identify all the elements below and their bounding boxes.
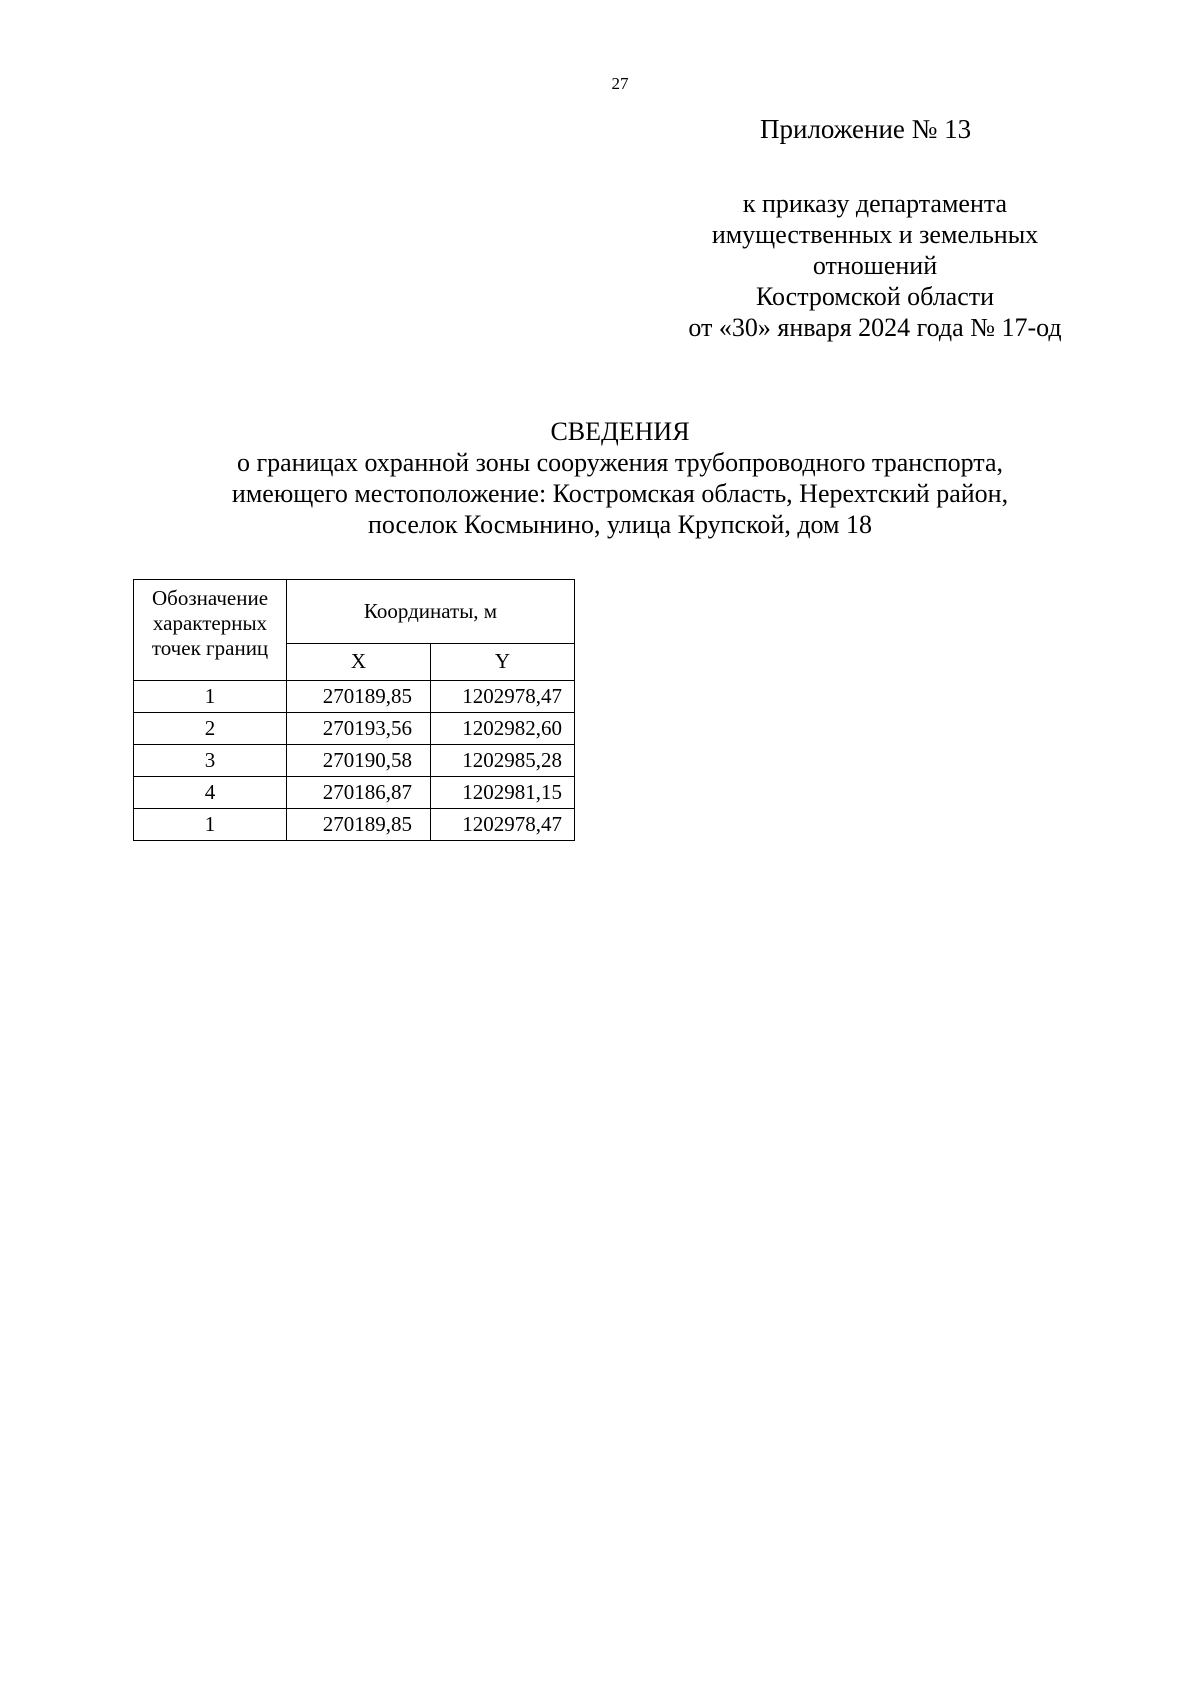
x-cell: 270186,87: [287, 777, 431, 809]
order-line: от «30» января 2024 года № 17-од: [688, 313, 1062, 342]
table-row: [134, 713, 575, 745]
order-line: к приказу департамента: [742, 189, 1008, 218]
point-cell: 1: [134, 809, 287, 841]
header-line: точек границ: [151, 636, 269, 660]
x-header: X: [287, 643, 431, 680]
order-line: отношений: [812, 251, 938, 280]
coordinates-header: Координаты, м: [287, 580, 575, 644]
point-cell: 1: [134, 681, 287, 713]
document-title-block: [0, 416, 1200, 540]
point-designation-header: [134, 580, 287, 681]
document-heading: СВЕДЕНИЯ: [550, 417, 690, 446]
x-cell: 270190,58: [287, 745, 431, 777]
document-subtitle-line: имеющего местоположение: Костромская область, Нерехтский район,: [231, 479, 1009, 508]
table-row: [134, 777, 575, 809]
y-cell: 1202978,47: [431, 809, 575, 841]
order-line: имущественных и земельных: [711, 220, 1039, 249]
y-header: Y: [431, 643, 575, 680]
document-subtitle-line: о границах охранной зоны сооружения трубопроводного транспорта,: [236, 448, 1004, 477]
x-cell: 270189,85: [287, 809, 431, 841]
x-cell: 270193,56: [287, 713, 431, 745]
table-header-row: [134, 580, 575, 644]
table-row: [134, 745, 575, 777]
coordinates-table: [133, 579, 575, 841]
order-reference: [640, 188, 1110, 343]
order-line: Костромской области: [755, 282, 995, 311]
y-cell: 1202978,47: [431, 681, 575, 713]
y-cell: 1202985,28: [431, 745, 575, 777]
point-cell: 2: [134, 713, 287, 745]
x-cell: 270189,85: [287, 681, 431, 713]
header-line: Обозначение: [151, 586, 269, 610]
table-row: [134, 809, 575, 841]
y-cell: 1202981,15: [431, 777, 575, 809]
table-row: [134, 681, 575, 713]
appendix-title: Приложение № 13: [760, 114, 972, 144]
y-cell: 1202982,60: [431, 713, 575, 745]
header-line: характерных: [152, 611, 268, 635]
point-cell: 4: [134, 777, 287, 809]
page-number: 27: [611, 74, 629, 93]
document-subtitle-line: поселок Космынино, улица Крупской, дом 18: [367, 510, 873, 539]
point-cell: 3: [134, 745, 287, 777]
